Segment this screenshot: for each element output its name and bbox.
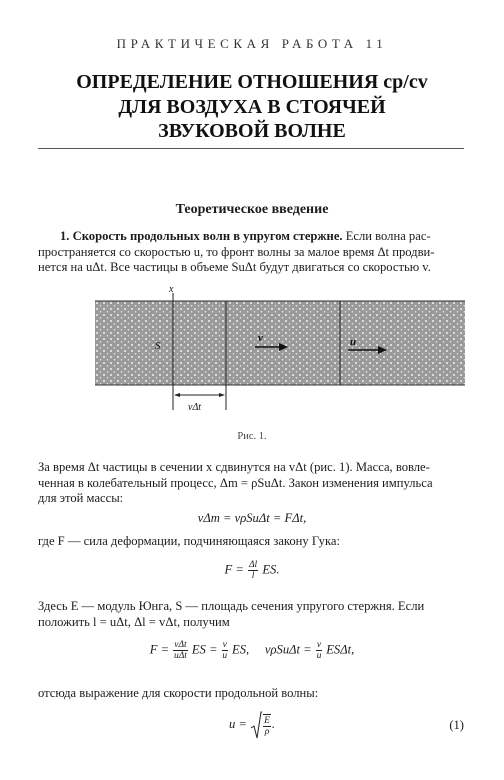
equation-momentum: vΔm = vρSuΔt = FΔt, bbox=[197, 511, 307, 525]
paragraph-2-line-3: для этой массы: bbox=[38, 491, 124, 506]
label-u: u bbox=[350, 336, 357, 348]
paragraph-1-line-1: Если волна рас- bbox=[345, 229, 431, 243]
eq4-lhs: u = bbox=[228, 716, 247, 731]
paragraph-3: где F — сила деформации, подчиняющаяся закону Гука: bbox=[38, 534, 340, 548]
eq3-d: ESΔt, bbox=[326, 642, 355, 657]
rod-body bbox=[95, 301, 465, 385]
eq3-f1-num: vΔt bbox=[174, 640, 187, 650]
paragraph-2-line-2: ченная в колебательный процесс, Δm = ρSuΔt. Закон изменения импульса bbox=[38, 475, 433, 490]
paragraph-2-line-1: За время Δt частицы в сечении x сдвинутся на vΔt (рис. 1). Масса, вовле- bbox=[38, 460, 430, 474]
figure-caption: Рис. 1. bbox=[237, 431, 267, 442]
title-line-1: ОПРЕДЕЛЕНИЕ ОТНОШЕНИЯ cp/cv bbox=[76, 71, 428, 93]
eq4-end: . bbox=[271, 716, 276, 731]
paragraph-5: отсюда выражение для скорости продольной волны: bbox=[38, 686, 319, 700]
title-line-2: ДЛЯ ВОЗДУХА В СТОЯЧЕЙ bbox=[118, 96, 386, 118]
eq3-c: ES, vρSuΔt = bbox=[232, 642, 312, 657]
section-title: Теоретическое введение bbox=[175, 202, 329, 217]
eq4-num: E bbox=[264, 715, 270, 726]
paragraph-1 bbox=[38, 229, 464, 276]
title-divider bbox=[38, 148, 464, 149]
eq2-rhs: ES. bbox=[262, 562, 280, 577]
chapter-header: ПРАКТИЧЕСКАЯ РАБОТА 11 bbox=[116, 36, 388, 51]
eq3-fraction-1 bbox=[173, 640, 187, 661]
label-v: v bbox=[258, 332, 263, 344]
label-x: x bbox=[169, 284, 174, 295]
equation-wave-speed bbox=[0, 710, 504, 740]
label-vdt: vΔt bbox=[188, 402, 202, 413]
sqrt-symbol bbox=[250, 710, 262, 740]
eq3-f3-num: v bbox=[316, 640, 322, 650]
equation-number: (1) bbox=[449, 718, 464, 732]
eq2-den: l bbox=[251, 571, 255, 581]
eq2-lhs: F = bbox=[224, 562, 244, 577]
eq3-b: ES = bbox=[191, 642, 218, 657]
paragraph-4 bbox=[38, 599, 464, 630]
eq3-fraction-2 bbox=[222, 640, 228, 661]
eq3-f1-den: uΔt bbox=[173, 651, 187, 661]
eq3-fraction-3 bbox=[316, 640, 322, 661]
title-line-3: ЗВУКОВОЙ ВОЛНЕ bbox=[158, 120, 346, 142]
label-S: S bbox=[155, 340, 161, 352]
figure-rod bbox=[95, 283, 465, 418]
paragraph-4-line-2: положить l = uΔt, Δl = vΔt, получим bbox=[38, 614, 230, 629]
eq3-f3-den: u bbox=[316, 651, 322, 661]
dim-arrow-right bbox=[219, 393, 225, 397]
equation-substitution bbox=[0, 640, 504, 661]
paragraph-2 bbox=[38, 460, 464, 507]
paragraph-1-line-3: нется на uΔt. Все частицы в объеме SuΔt будут двигаться со скоростью v. bbox=[38, 260, 431, 275]
eq4-den: ρ bbox=[264, 726, 270, 737]
paragraph-1-line-2: пространяется со скоростью u, то фронт волны за малое время Δt продви- bbox=[38, 244, 435, 259]
eq3-f2-den: u bbox=[222, 651, 228, 661]
paragraph-1-heading: 1. Скорость продольных волн в упругом стержне. bbox=[60, 229, 343, 243]
dim-arrow-left bbox=[174, 393, 180, 397]
sqrt-sign-icon bbox=[250, 710, 262, 740]
paragraph-4-line-1: Здесь E — модуль Юнга, S — площадь сечения упругого стержня. Если bbox=[38, 599, 425, 613]
equation-hooke bbox=[0, 560, 504, 581]
eq4-fraction bbox=[263, 714, 271, 737]
eq2-fraction bbox=[248, 560, 258, 581]
eq3-f2-num: v bbox=[222, 640, 227, 650]
eq3-a: F = bbox=[149, 642, 170, 657]
eq2-num: Δl bbox=[248, 560, 258, 570]
